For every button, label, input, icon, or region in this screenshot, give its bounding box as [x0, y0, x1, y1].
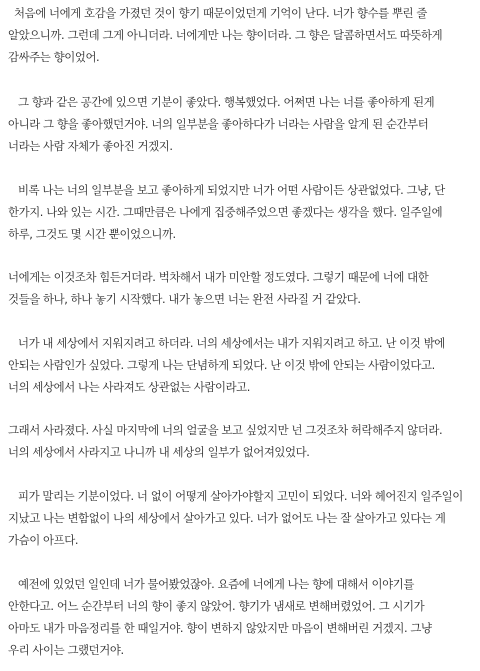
- text-line: 안한다고. 어느 순간부터 너의 향이 좋지 않았어. 향기가 냄새로 변해버렸었어. 그 시기가: [8, 599, 425, 613]
- text-line: 피가 말리는 기분이었다. 너 없이 어떻게 살아가야할지 고민이 되었다. 너와 헤어진지 일주일이: [18, 489, 463, 503]
- paragraph-7: [8, 485, 472, 551]
- text-line: 알았으니까. 그런데 그게 아니더라. 너에게만 나는 향이더라. 그 향은 달콤하면서도 따뜻하게: [8, 28, 443, 42]
- text-line: 너에게는 이것조차 힘든거더라. 벅차해서 내가 미안할 정도였다. 그렇기 때문에 너에 대한: [8, 270, 429, 284]
- text-line: 지났고 나는 변함없이 나의 세상에서 살아가고 있다. 너가 없어도 나는 잘 살아가고 있다는 게: [8, 511, 446, 525]
- paragraph-5: [8, 332, 472, 398]
- paragraph-2: [8, 91, 472, 157]
- paragraph-1: [8, 2, 472, 68]
- paragraph-3: [8, 179, 472, 245]
- text-line: 가슴이 아프다.: [8, 533, 79, 547]
- text-line: 너의 세상에서 사라지고 나니까 내 세상의 일부가 없어져있었다.: [8, 445, 310, 459]
- text-line: 예전에 있었던 일인데 너가 물어봤었잖아. 요즘에 너에게 나는 향에 대해서 이야기를: [18, 577, 414, 591]
- text-line: 너가 내 세상에서 지워지려고 하더라. 너의 세상에서는 내가 지워지려고 하고. 난 이것 밖에: [18, 336, 445, 350]
- text-line: 안되는 사람인가 싶었다. 그렇게 나는 단념하게 되었다. 난 이것 밖에 안되는 사람이었다고.: [8, 358, 435, 372]
- text-line: 처음에 너에게 호감을 가졌던 것이 향기 때문이었던게 기억이 난다. 너가 향수를 뿌린 줄: [14, 6, 427, 20]
- text-line: 그 향과 같은 공간에 있으면 기분이 좋았다. 행복했었다. 어쩌면 나는 너를 좋아하게 된게: [18, 95, 435, 109]
- text-line: 아마도 내가 마음정리를 한 때일거야. 향이 변하지 않았지만 마음이 변해버린 거겠지. 그냥: [8, 621, 432, 635]
- text-line: 너의 세상에서 나는 사라져도 상관없는 사람이라고.: [8, 380, 250, 394]
- paragraph-6: [8, 419, 472, 463]
- paragraph-8: [8, 573, 472, 661]
- text-line: 한가지. 나와 있는 시간. 그때만큼은 나에게 집중해주었으면 좋겠다는 생각을 했다. 일주일에: [8, 205, 443, 219]
- text-line: 너라는 사람 자체가 좋아진 거겠지.: [8, 139, 173, 153]
- text-line: 우리 사이는 그랬던거야.: [8, 643, 124, 657]
- text-line: 감싸주는 향이었어.: [8, 50, 100, 64]
- text-line: 아니라 그 향을 좋아했던거야. 너의 일부분을 좋아하다가 너라는 사람을 알게 된 순간부터: [8, 117, 429, 131]
- paragraph-4: [8, 266, 472, 310]
- text-line: 그래서 사라졌다. 사실 마지막에 너의 얼굴을 보고 싶었지만 넌 그것조차 허락해주지 않더라.: [8, 423, 443, 437]
- text-line: 것들을 하나, 하나 놓기 시작했다. 내가 놓으면 너는 완전 사라질 거 같았다.: [8, 292, 361, 306]
- text-line: 비록 나는 너의 일부분을 보고 좋아하게 되었지만 너가 어떤 사람이든 상관없었다. 그냥, 단: [18, 183, 445, 197]
- text-line: 하루, 그것도 몇 시간 뿐이었으니까.: [8, 227, 176, 241]
